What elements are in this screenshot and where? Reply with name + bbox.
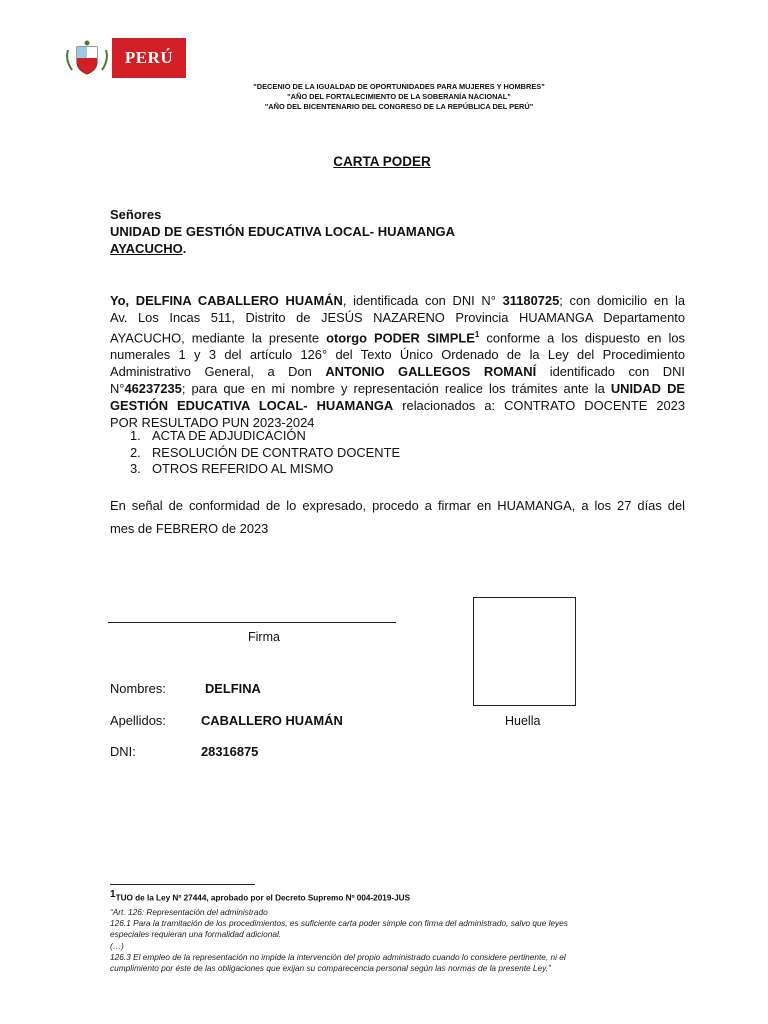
body-line bbox=[110, 292, 685, 309]
footnote-rule bbox=[110, 884, 255, 885]
list-number: 1. bbox=[130, 428, 141, 443]
body-line bbox=[110, 397, 685, 414]
list-number: 3. bbox=[130, 461, 141, 476]
nombres-value: DELFINA bbox=[205, 681, 261, 696]
procedures-list bbox=[130, 428, 400, 478]
closing-line: En señal de conformidad de lo expresado, procedo a firmar en HUAMANGA, a los 27 días del bbox=[110, 498, 685, 513]
body-text: AYACUCHO, mediante la presente bbox=[110, 330, 327, 346]
footnote-line: especiales requieran una formalidad adicional. bbox=[110, 929, 282, 940]
decenio-line: "AÑO DEL FORTALECIMIENTO DE LA SOBERANÍA NACIONAL" bbox=[287, 92, 511, 101]
list-text: ACTA DE ADJUDICACIÓN bbox=[152, 428, 306, 443]
body-line: POR RESULTADO PUN 2023-2024 bbox=[110, 415, 315, 431]
body-text: , identificada con DNI N° bbox=[342, 293, 503, 308]
footnote-ref: 1 bbox=[474, 330, 480, 339]
grantor-name: Yo, DELFINA CABALLERO HUAMÁN bbox=[110, 293, 343, 308]
list-item bbox=[130, 428, 400, 445]
closing-paragraph bbox=[110, 494, 685, 540]
body-line bbox=[110, 326, 685, 346]
addressee bbox=[110, 206, 455, 257]
footnote-line: (…) bbox=[110, 940, 124, 951]
body-line bbox=[110, 380, 685, 397]
grantor-dni: 31180725 bbox=[502, 293, 560, 308]
addressee-city-line bbox=[110, 240, 455, 257]
list-item bbox=[130, 461, 400, 478]
poder-simple: otorgo PODER SIMPLE bbox=[326, 330, 475, 346]
representative-dni: 46237235 bbox=[124, 381, 182, 397]
body-text: ; con domicilio en la bbox=[559, 293, 685, 308]
body-line: numerales 1 y 3 del artículo 126° del Texto Único Ordenado de la Ley del Procedimiento bbox=[110, 347, 685, 363]
footnote-title-line bbox=[110, 889, 410, 903]
footnote-title: TUO de la Ley Nº 27444, aprobado por el Decreto Supremo Nº 004-2019-JUS bbox=[115, 893, 411, 903]
list-item bbox=[130, 445, 400, 462]
apellidos-label: Apellidos: bbox=[110, 713, 166, 728]
closing-line: mes de FEBRERO de 2023 bbox=[110, 521, 269, 536]
entity-name: GESTIÓN EDUCATIVA LOCAL- HUAMANGA bbox=[110, 398, 394, 414]
addressee-city-suffix: . bbox=[182, 241, 187, 256]
dni-value: 28316875 bbox=[201, 744, 259, 759]
body-paragraph bbox=[110, 292, 685, 431]
list-text: RESOLUCIÓN DE CONTRATO DOCENTE bbox=[152, 444, 401, 460]
body-text: ; para que en mi nombre y representación realice los trámites ante la bbox=[181, 381, 611, 397]
decenio-header bbox=[0, 82, 768, 112]
firma-label: Firma bbox=[248, 630, 280, 644]
footnote-marker: 1 bbox=[110, 889, 116, 900]
footnote-line: 126.1 Para la tramitación de los procedimientos, es suficiente carta poder simple con firma del administrado, salvo que leyes bbox=[110, 918, 568, 929]
document-title-wrap bbox=[0, 154, 768, 169]
footnote-line: 126.3 El empleo de la representación no impide la intervención del propio administrado cuando lo considere pertinente, ni el bbox=[110, 951, 566, 962]
peru-label: PERÚ bbox=[112, 38, 186, 78]
body-text: relacionados a: CONTRATO DOCENTE 2023 bbox=[393, 398, 686, 414]
footnote-body bbox=[110, 907, 685, 974]
addressee-entity: UNIDAD DE GESTIÓN EDUCATIVA LOCAL- HUAMANGA bbox=[110, 224, 455, 239]
decenio-line: "DECENIO DE LA IGUALDAD DE OPORTUNIDADES PARA MUJERES Y HOMBRES" bbox=[253, 82, 545, 91]
footnote-line: cumplimiento por éste de las obligaciones que exijan su comparecencia personal según las normas de la presente Ley.” bbox=[110, 963, 551, 974]
list-number: 2. bbox=[130, 444, 141, 460]
body-text: identificado con DNI bbox=[536, 364, 685, 380]
list-text: OTROS REFERIDO AL MISMO bbox=[152, 461, 334, 476]
peru-logo bbox=[62, 38, 186, 78]
body-line bbox=[110, 363, 685, 380]
footnote-line: “Art. 126: Representación del administrado bbox=[110, 907, 268, 917]
salutation: Señores bbox=[110, 207, 162, 222]
document-title: CARTA PODER bbox=[333, 154, 431, 169]
addressee-city: AYACUCHO bbox=[110, 241, 183, 256]
body-text: Administrativo General, a Don bbox=[110, 364, 326, 380]
dni-label: DNI: bbox=[110, 744, 136, 759]
coat-of-arms-icon bbox=[62, 38, 112, 78]
body-line: Av. Los Incas 511, Distrito de JESÚS NAZARENO Provincia HUAMANGA Departamento bbox=[110, 310, 685, 325]
nombres-label: Nombres: bbox=[110, 681, 166, 696]
representative-name: ANTONIO GALLEGOS ROMANÍ bbox=[325, 364, 537, 380]
signature-line bbox=[108, 622, 396, 623]
decenio-line: "AÑO DEL BICENTENARIO DEL CONGRESO DE LA REPÚBLICA DEL PERÚ" bbox=[264, 102, 534, 111]
body-text: conforme a los dispuesto en los bbox=[479, 330, 685, 346]
huella-label: Huella bbox=[505, 714, 541, 728]
apellidos-value: CABALLERO HUAMÁN bbox=[201, 713, 343, 728]
body-text: N° bbox=[110, 381, 125, 397]
fingerprint-box bbox=[473, 597, 576, 706]
entity-name: UNIDAD DE bbox=[610, 381, 685, 397]
